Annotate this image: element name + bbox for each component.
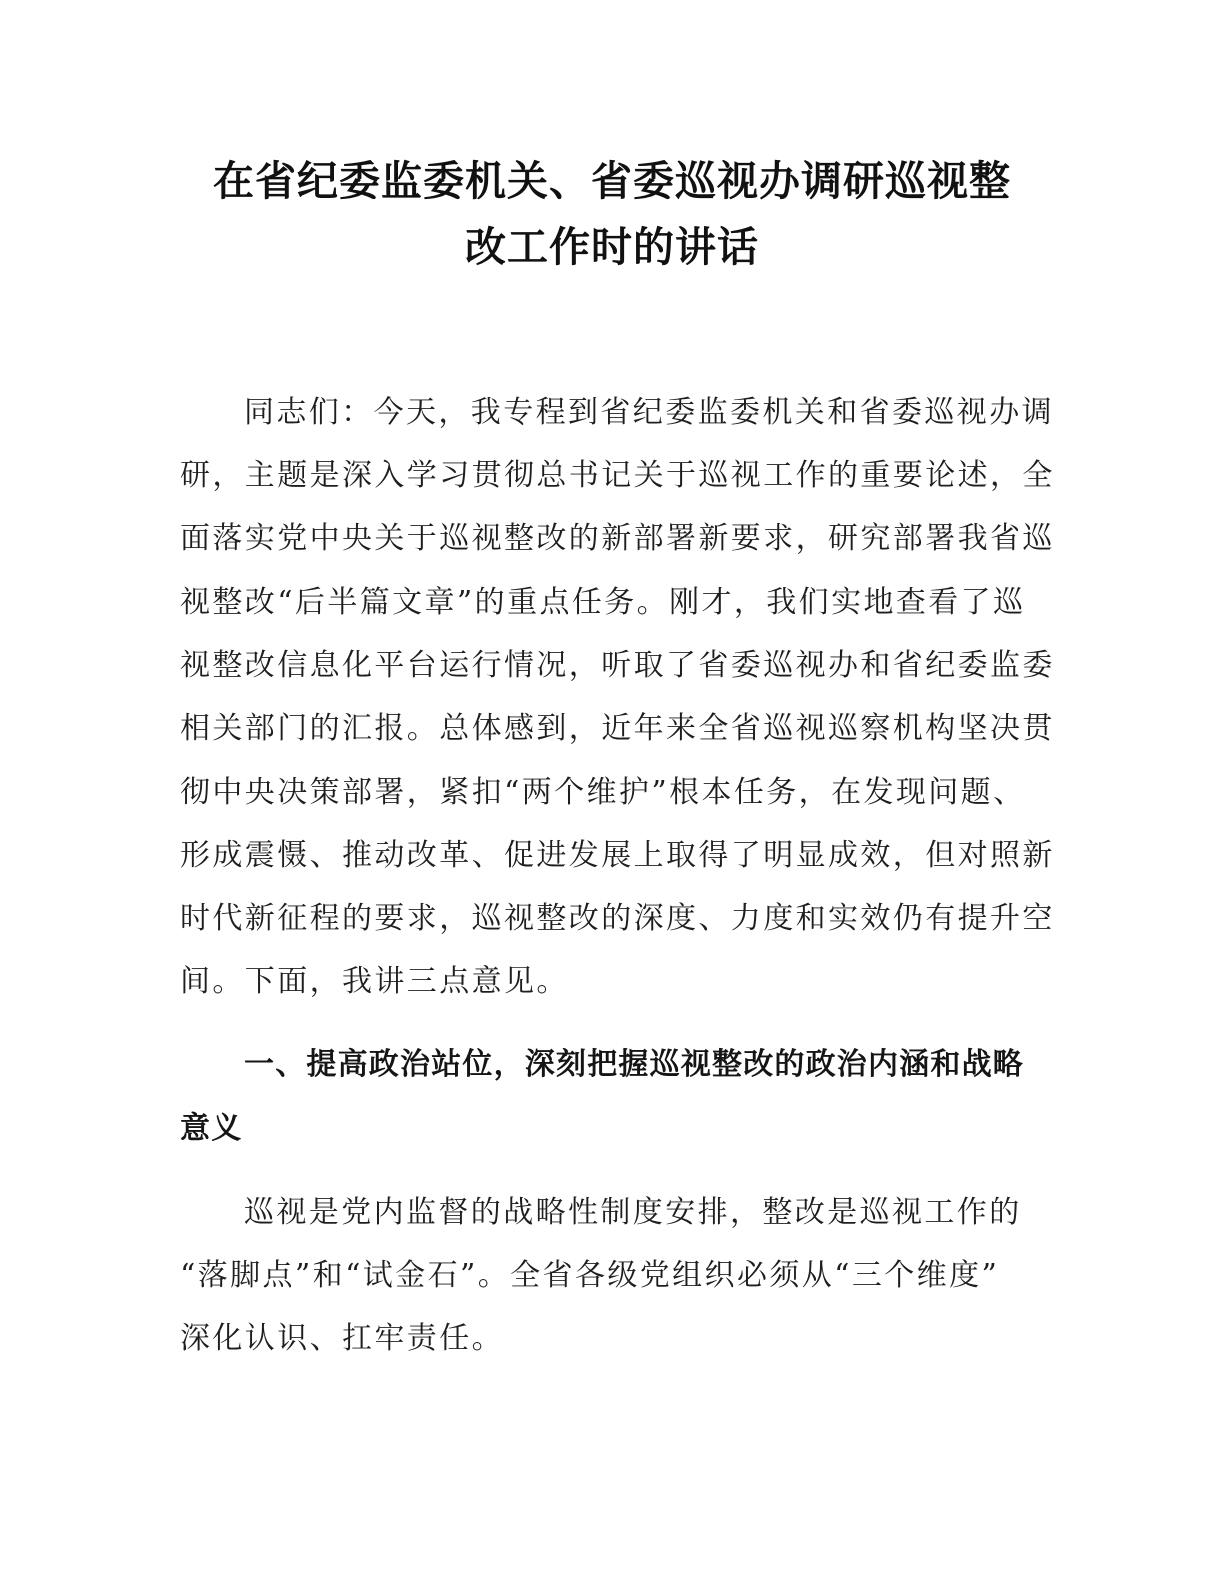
heading-line: 一、提高政治站位，深刻把握巡视整改的政治内涵和战略 bbox=[244, 1047, 1024, 1082]
paragraph-line: 时代新征程的要求，巡视整改的深度、力度和实效仍有提升空 bbox=[180, 901, 1055, 936]
paragraph-line: 研，主题是深入学习贯彻总书记关于巡视工作的重要论述，全 bbox=[180, 458, 1055, 493]
paragraph-line: 相关部门的汇报。总体感到，近年来全省巡视巡察机构坚决贯 bbox=[180, 711, 1055, 746]
heading-line: 意义 bbox=[180, 1111, 243, 1146]
paragraph-line: 巡视是党内监督的战略性制度安排，整改是巡视工作的 bbox=[244, 1195, 1022, 1230]
title-line-2: 改工作时的讲话 bbox=[465, 223, 759, 271]
paragraph-line: “落脚点”和“试金石”。全省各级党组织必须从“三个维度” bbox=[180, 1258, 1000, 1293]
paragraph-line: 彻中央决策部署，紧扣“两个维护”根本任务，在发现问题、 bbox=[180, 775, 1026, 810]
paragraph-line: 视整改“后半篇文章”的重点任务。刚才，我们实地查看了巡 bbox=[180, 585, 1026, 620]
document-title bbox=[150, 148, 1074, 280]
paragraph-line: 视整改信息化平台运行情况，听取了省委巡视办和省纪委监委 bbox=[180, 648, 1055, 683]
paragraph-line: 同志们：今天，我专程到省纪委监委机关和省委巡视办调 bbox=[244, 395, 1054, 430]
paragraph-line: 面落实党中央关于巡视整改的新部署新要求，研究部署我省巡 bbox=[180, 521, 1055, 556]
title-line-1: 在省纪委监委机关、省委巡视办调研巡视整 bbox=[213, 157, 1011, 205]
paragraph-line: 深化认识、扛牢责任。 bbox=[180, 1321, 504, 1356]
paragraph-line: 间。下面，我讲三点意见。 bbox=[180, 964, 569, 999]
paragraph-line: 形成震慑、推动改革、促进发展上取得了明显成效，但对照新 bbox=[180, 838, 1055, 873]
